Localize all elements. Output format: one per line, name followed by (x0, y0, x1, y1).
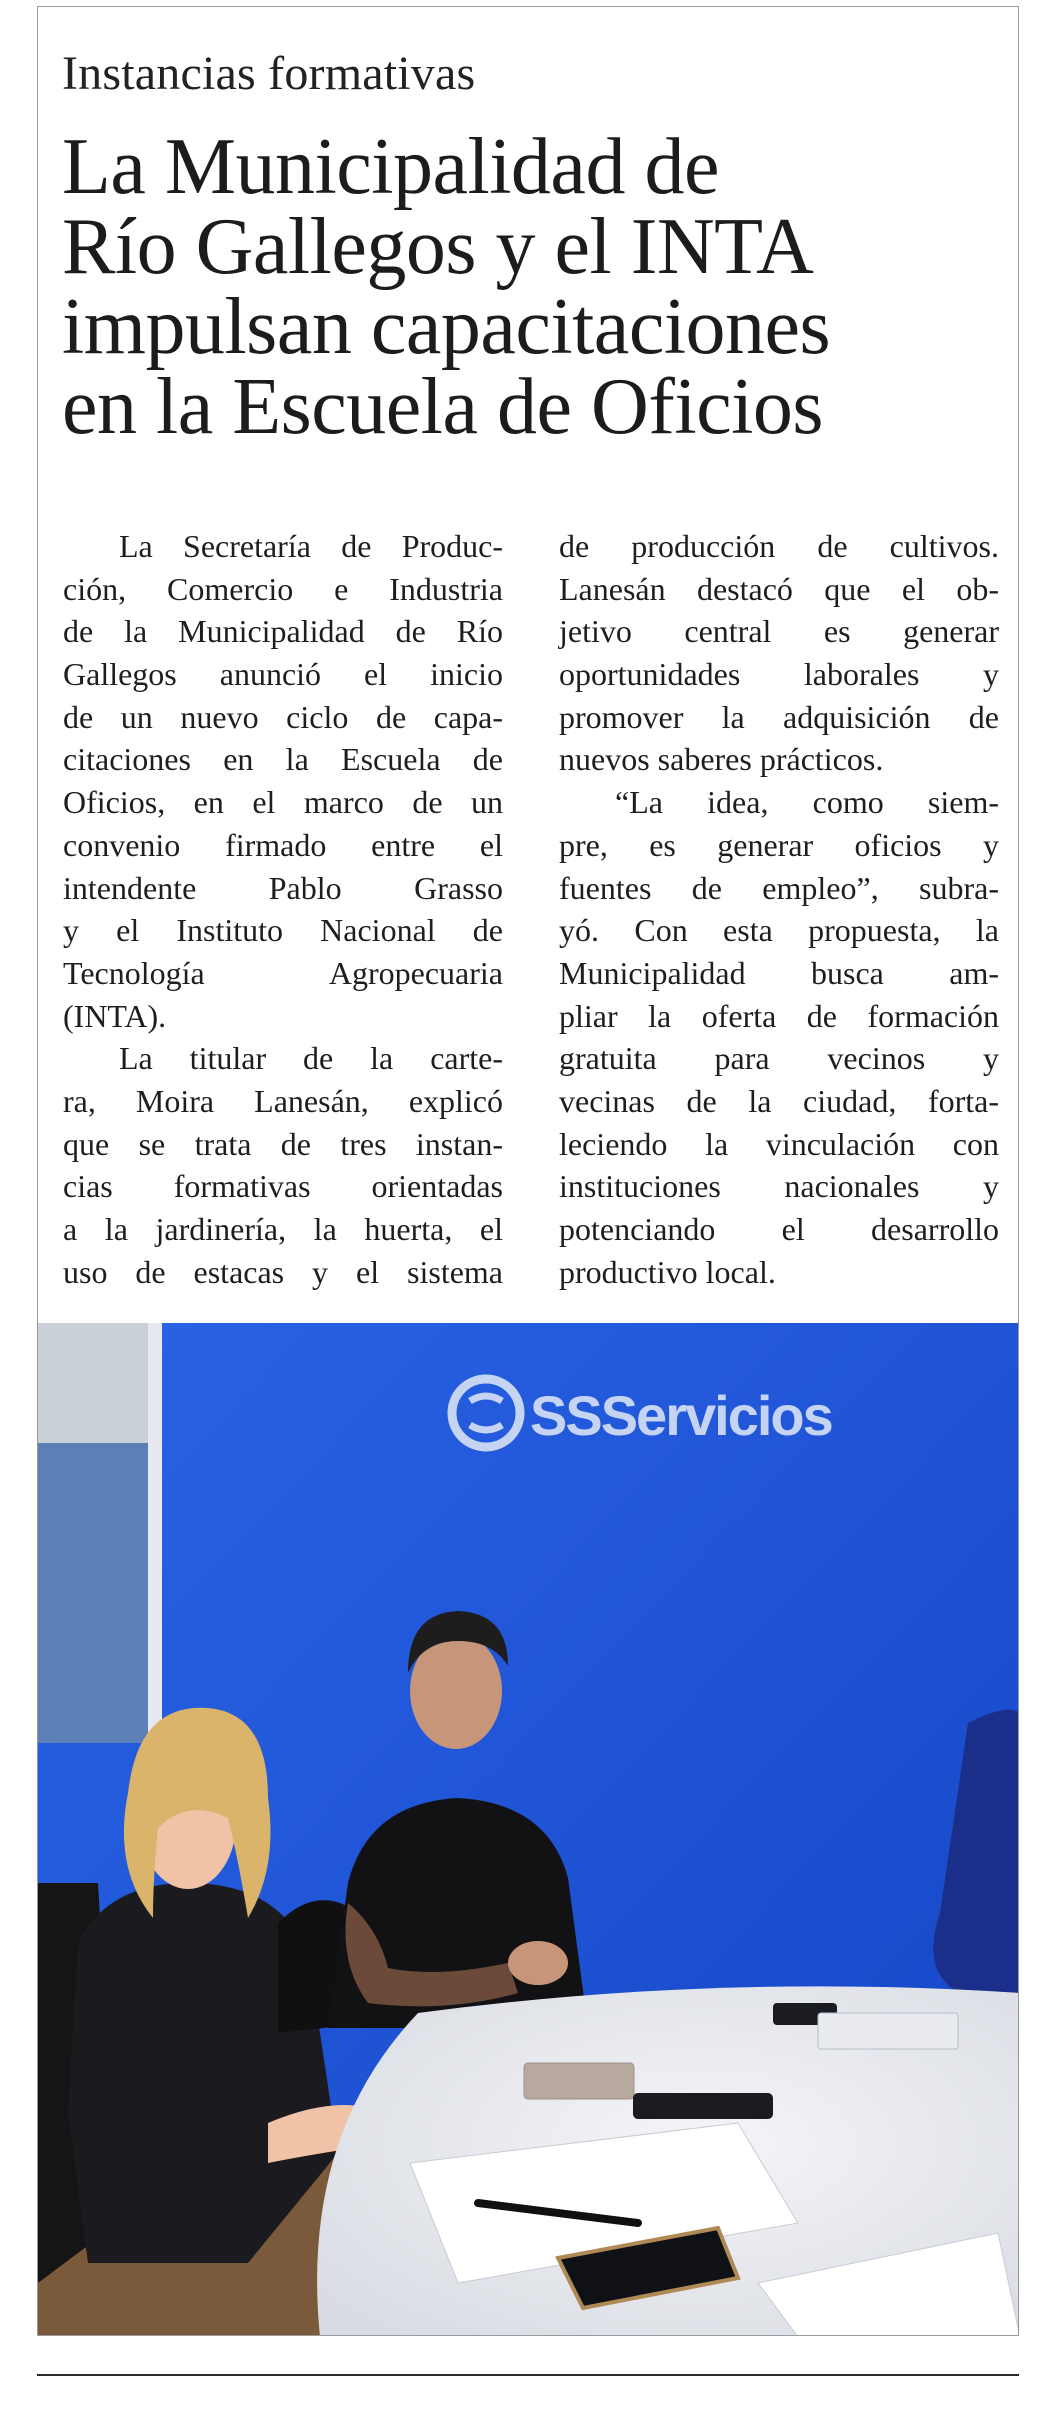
body-line: fuentes de empleo”, subra- (559, 869, 999, 906)
article-body-right-column (559, 525, 999, 1293)
body-line: de un nuevo ciclo de capa- (63, 698, 503, 735)
meeting-photo (38, 1323, 1019, 2336)
body-line: La Secretaría de Produc- (119, 528, 503, 564)
body-line: nuevos saberes prácticos. (559, 741, 884, 778)
bottom-rule (37, 2374, 1019, 2376)
headline-line: La Municipalidad de (62, 123, 719, 211)
article-kicker: Instancias formativas (62, 47, 476, 100)
body-line: gratuita para vecinos y (559, 1040, 999, 1077)
notebook-small (524, 2063, 634, 2099)
headline-line: impulsan capacitaciones (62, 283, 831, 371)
headline-line: Río Gallegos y el INTA (62, 203, 814, 291)
body-line: convenio firmado entre el (63, 826, 503, 863)
body-line: cias formativas orientadas (63, 1168, 503, 1205)
body-line: a la jardinería, la huerta, el (63, 1211, 503, 1247)
body-line: potenciando el desarrollo (559, 1211, 999, 1247)
body-line: Tecnología Agropecuaria (63, 954, 503, 991)
body-line: citaciones en la Escuela de (63, 741, 503, 778)
man-hands (508, 1941, 568, 1985)
body-line: leciendo la vinculación con (559, 1125, 999, 1162)
headline-line: en la Escuela de Oficios (62, 363, 824, 451)
body-line: promover la adquisición de (559, 698, 999, 735)
body-line: oportunidades laborales y (559, 656, 999, 693)
body-line: pliar la oferta de formación (559, 997, 999, 1034)
phone (633, 2093, 773, 2119)
wall-sign-text: SSServicios (530, 1384, 832, 1447)
body-line: Lanesán destacó que el ob- (559, 570, 999, 607)
article-frame (37, 6, 1019, 2336)
door-frame (148, 1323, 162, 1753)
body-line: jetivo central es generar (559, 613, 999, 650)
body-line: pre, es generar oficios y (559, 826, 999, 863)
body-line: (INTA). (63, 997, 167, 1034)
body-line: uso de estacas y el sistema (63, 1253, 503, 1290)
meeting-photo-illustration (38, 1323, 1019, 2336)
body-line: ra, Moira Lanesán, explicó (63, 1082, 503, 1119)
notepad (818, 2013, 958, 2049)
body-line: productivo local. (559, 1253, 776, 1290)
body-line: intendente Pablo Grasso (63, 869, 503, 906)
article-headline (62, 123, 992, 451)
body-line: Gallegos anunció el inicio (63, 656, 503, 693)
body-line: ción, Comercio e Industria (63, 570, 503, 607)
body-line: de la Municipalidad de Río (63, 613, 503, 650)
body-line: Oficios, en el marco de un (63, 784, 503, 821)
body-line: La titular de la carte- (119, 1040, 503, 1077)
body-line: instituciones nacionales y (559, 1168, 999, 1205)
body-line: y el Instituto Nacional de (63, 912, 503, 949)
body-line: de producción de cultivos. (559, 528, 999, 564)
body-line: Municipalidad busca am- (559, 954, 999, 991)
body-line: que se trata de tres instan- (63, 1125, 503, 1162)
body-line: “La idea, como siem- (615, 784, 999, 821)
body-line: yó. Con esta propuesta, la (559, 912, 999, 949)
doorway-shadow (38, 1443, 148, 1743)
article-body-left-column (63, 525, 503, 1293)
body-line: vecinas de la ciudad, forta- (559, 1082, 999, 1119)
